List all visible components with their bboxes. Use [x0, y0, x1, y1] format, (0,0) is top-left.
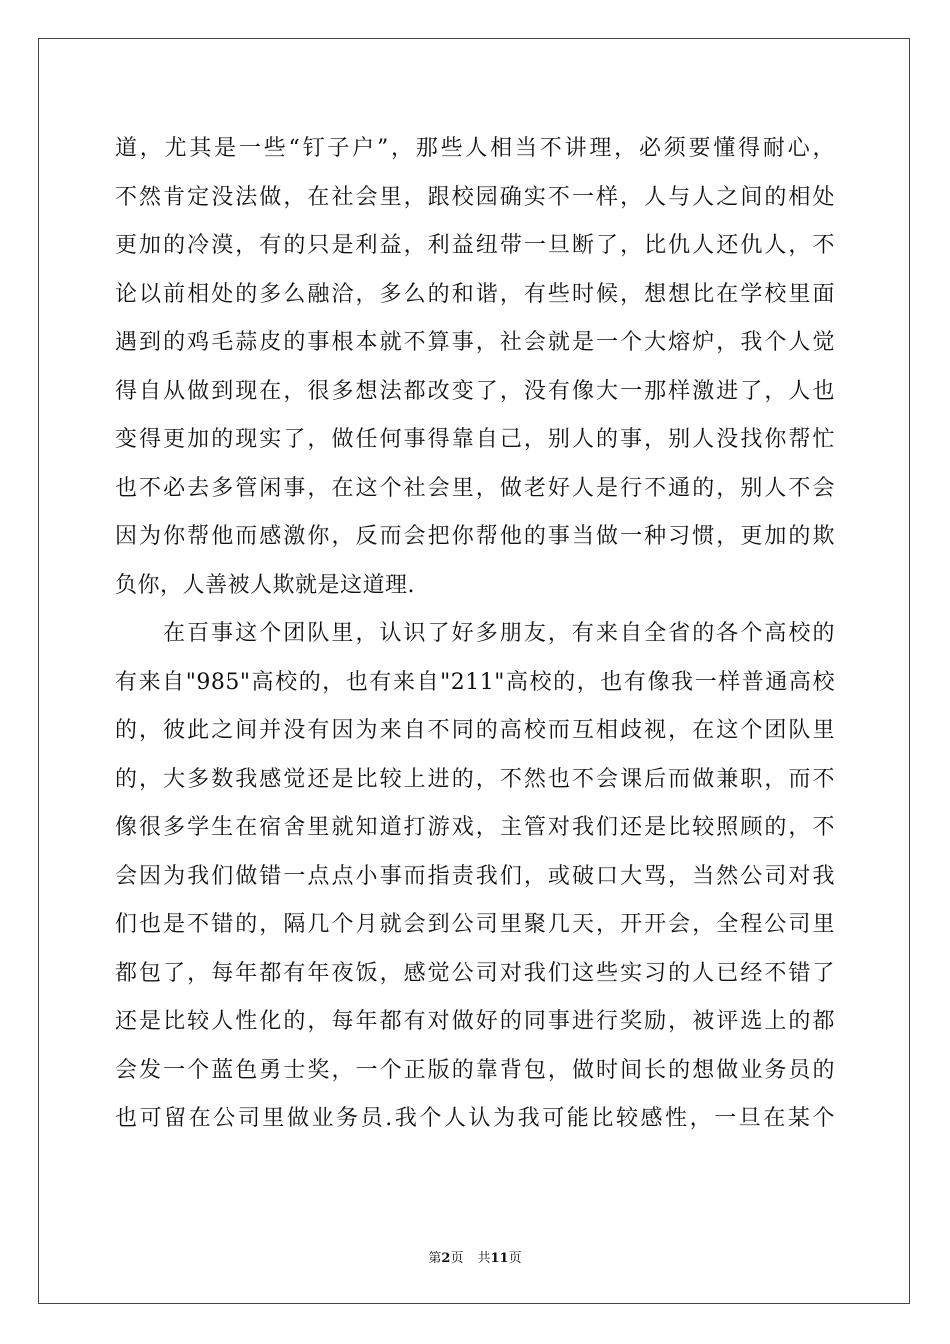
- page-unit: 页: [450, 1251, 464, 1266]
- text-line: 道，尤其是一些“钉子户”，那些人相当不讲理，必须要懂得耐心，: [115, 136, 835, 161]
- text-line: 像很多学生在宿舍里就知道打游戏，主管对我们还是比较照顾的，不: [115, 815, 835, 840]
- text-line: 不然肯定没法做，在社会里，跟校园确实不一样，人与人之间的相处: [115, 184, 835, 210]
- text-line: 论以前相处的多么融洽，多么的和谐，有些时候，想想比在学校里面: [115, 281, 835, 307]
- text-line: 都包了，每年都有年夜饭，感觉公司对我们这些实习的人已经不错了: [115, 960, 835, 986]
- text-line: 因为你帮他而感激你，反而会把你帮他的事当做一种习惯，更加的欺: [115, 524, 835, 549]
- text-line: 得自从做到现在，很多想法都改变了，没有像大一那样激进了，人也: [115, 378, 835, 404]
- total-unit: 页: [508, 1251, 522, 1266]
- page-prefix: 第: [428, 1251, 442, 1266]
- text-line: 会发一个蓝色勇士奖，一个正版的靠背包，做时间长的想做业务员的: [115, 1057, 835, 1083]
- text-line: 也可留在公司里做业务员.我个人认为我可能比较感性，一旦在某个: [115, 1106, 835, 1131]
- paragraph-start-line: 在百事这个团队里，认识了好多朋友，有来自全省的各个高校的: [163, 621, 835, 646]
- total-page-count: 11: [490, 1251, 509, 1266]
- text-line: 有来自"985"高校的，也有来自"211"高校的，也有像我一样普通高校: [115, 669, 835, 695]
- page-footer: [0, 1247, 950, 1266]
- text-line: 们也是不错的，隔几个月就会到公司里聚几天，开开会，全程公司里: [115, 912, 835, 937]
- document-body: [115, 125, 835, 1144]
- text-line: 会因为我们做错一点点小事而指责我们，或破口大骂，当然公司对我: [115, 863, 835, 889]
- text-line: 还是比较人性化的，每年都有对做好的同事进行奖励，被评选上的都: [115, 1009, 835, 1034]
- text-line: 变得更加的现实了，做任何事得靠自己，别人的事，别人没找你帮忙: [115, 427, 835, 452]
- text-line: 更加的冷漠，有的只是利益，利益纽带一旦断了，比仇人还仇人，不: [115, 233, 835, 258]
- text-line: 也不必去多管闲事，在这个社会里，做老好人是行不通的，别人不会: [115, 475, 835, 501]
- text-line: 的，大多数我感觉还是比较上进的，不然也不会课后而做兼职，而不: [115, 766, 835, 792]
- current-page-number: 2: [441, 1251, 451, 1266]
- text-line: 的，彼此之间并没有因为来自不同的高校而互相歧视，在这个团队里: [115, 718, 835, 743]
- text-line: 遇到的鸡毛蒜皮的事根本就不算事，社会就是一个大熔炉，我个人觉: [115, 330, 835, 355]
- total-prefix: 共: [477, 1251, 491, 1266]
- text-line: 负你，人善被人欺就是这道理.: [115, 572, 415, 598]
